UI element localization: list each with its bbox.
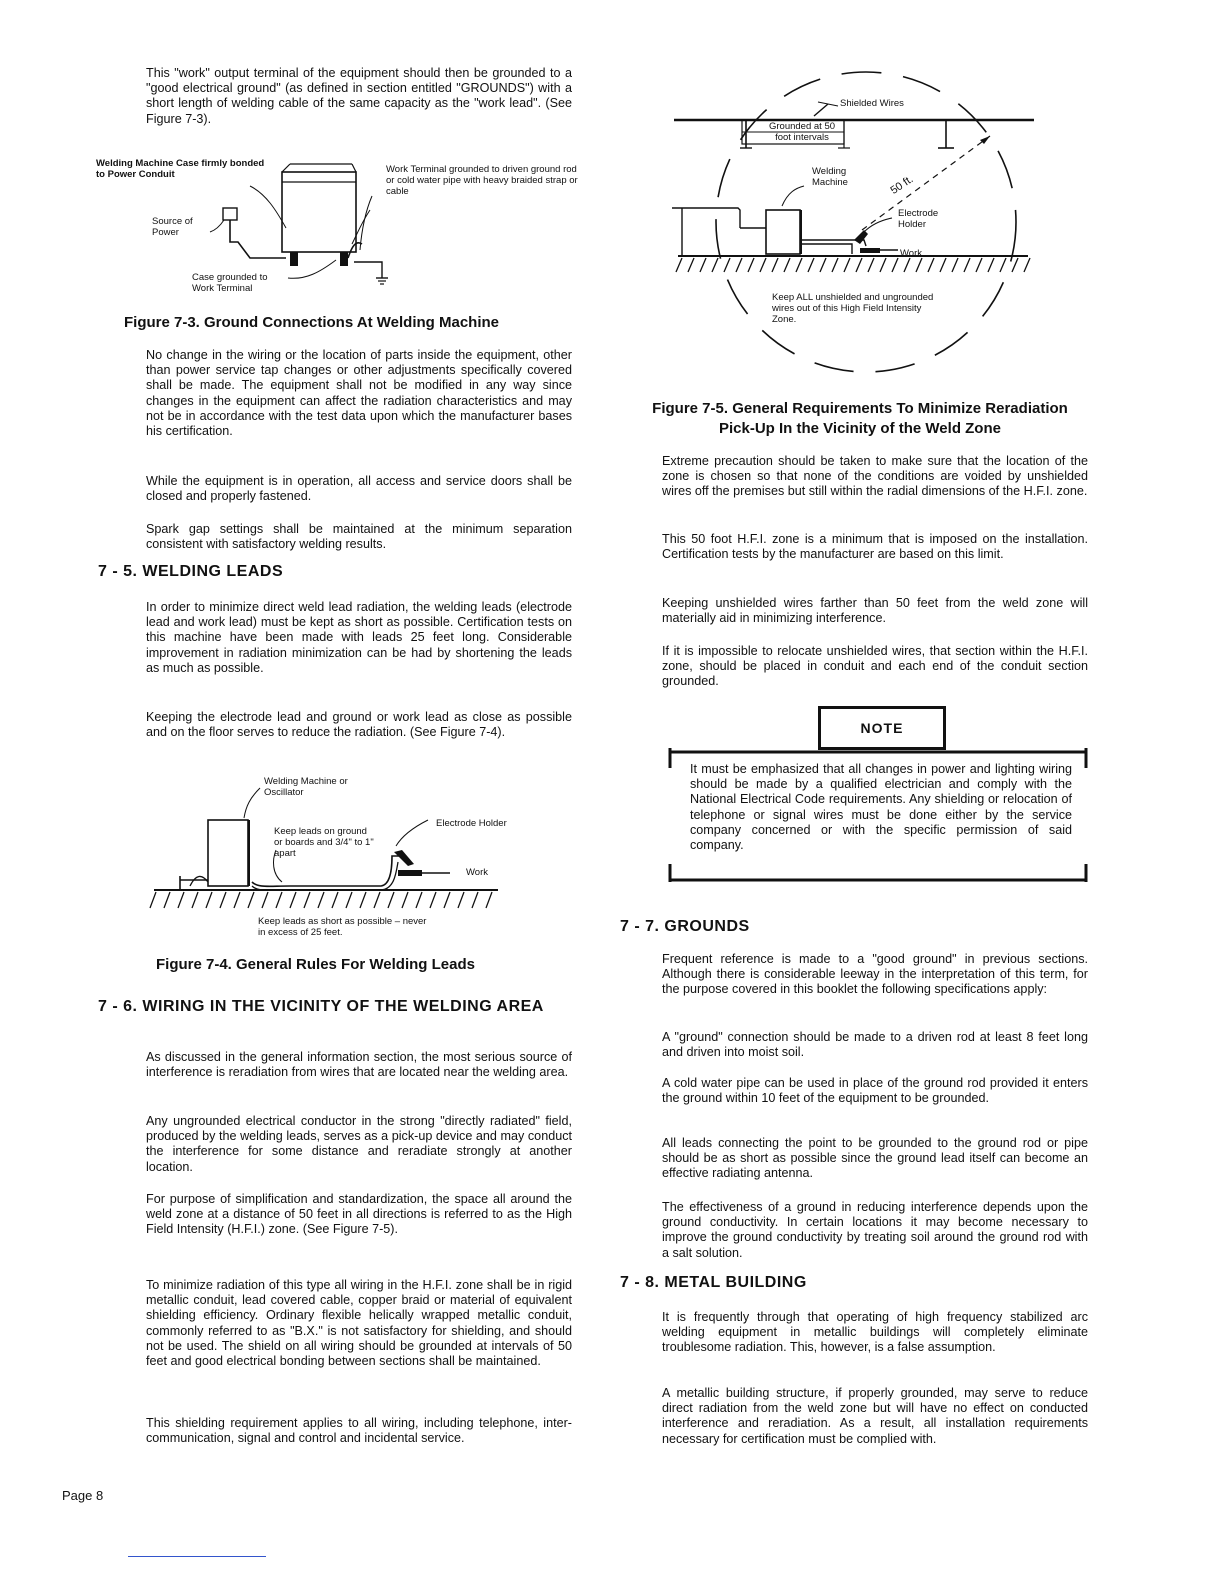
label-work-zone: Work	[900, 248, 922, 259]
label-keep-wires-out: Keep ALL unshielded and ungrounded wires out of this High Field Intensity Zone.	[772, 292, 934, 325]
label-source-of-power: Source of Power	[152, 216, 193, 238]
paragraph-spark-gap: Spark gap settings shall be maintained at the minimum separation consistent with satisfactory welding results.	[146, 522, 572, 552]
paragraph-welding-leads: In order to minimize direct weld lead radiation, the welding leads (electrode lead and work lead) must be kept as short as possible. Certification tests on this machine have been made with leads 25 feet long. Considerable improvement in radiation minimization can be had by shortening the leads as much as possible.	[146, 600, 572, 675]
label-welding-machine: Welding Machine or Oscillator	[264, 776, 348, 798]
paragraph-leads-short: All leads connecting the point to be grounded to the ground rod or pipe should be as short as possible since the ground lead itself can become an effective radiating antenna.	[662, 1136, 1088, 1181]
paragraph-metallic-structure: A metallic building structure, if properly grounded, may serve to reduce direct radiation from the weld zone but will have no effect on conducted interference and reradiation. As a result, all installation requirements necessary for certification must be complied with.	[662, 1386, 1088, 1446]
label-50ft: 50 ft.	[888, 173, 916, 197]
paragraph-ground-conductivity: The effectiveness of a ground in reducing interference depends upon the ground conductivity. In certain locations it may become necessary to improve the ground conductivity by treating soil around the ground rod with a salt solution.	[662, 1200, 1088, 1260]
figure-7-5-caption-line2: Pick-Up In the Vicinity of the Weld Zone	[719, 420, 1001, 437]
paragraph-reradiation: As discussed in the general information section, the most serious source of interference is reradiation from wires that are located near the welding area.	[146, 1050, 572, 1080]
paragraph-doors-closed: While the equipment is in operation, all access and service doors shall be closed and properly fastened.	[146, 474, 572, 504]
paragraph-keep-close: Keeping the electrode lead and ground or work lead as close as possible and on the floor serves to reduce the radiation. (See Figure 7-4).	[146, 710, 572, 740]
figure-7-5	[668, 60, 1048, 390]
heading-7-6: 7 - 6. WIRING IN THE VICINITY OF THE WELDING AREA	[98, 998, 544, 1015]
label-keep-on-ground: Keep leads on ground or boards and 3/4" to 1" apart	[274, 826, 374, 859]
figure-7-3	[90, 150, 590, 300]
label-welding-machine-zone: Welding Machine	[812, 166, 848, 188]
label-electrode-holder-zone: Electrode Holder	[898, 208, 939, 230]
note-box	[668, 748, 1088, 884]
hfi-zone-diagram	[668, 60, 1048, 390]
label-case-grounded: Case grounded to Work Terminal	[192, 272, 268, 294]
paragraph-good-ground: Frequent reference is made to a "good ground" in previous sections. Although there is considerable leeway in the interpretation of this term, for the purpose covered in this booklet the following specifications apply:	[662, 952, 1088, 997]
intro-paragraph: This "work" output terminal of the equipment should then be grounded to a "good electrical ground" (as defined in section entitled "GROUNDS") with a short length of welding cable of the same capacity as the "work lead". (See Figure 7-3).	[146, 66, 572, 126]
label-work-terminal: Work Terminal grounded to driven ground rod or cold water pipe with heavy braided strap or cable	[386, 164, 578, 197]
paragraph-extreme-precaution: Extreme precaution should be taken to make sure that the location of the zone is chosen so that none of the conditions are voided by unshielded wires off the premises but still within the radial dimensions of the H.F.I. zone.	[662, 454, 1088, 499]
paragraph-driven-rod: A "ground" connection should be made to a driven rod at least 8 feet long and driven into moist soil.	[662, 1030, 1088, 1060]
note-title: NOTE	[818, 706, 946, 750]
label-keep-short: Keep leads as short as possible – never in excess of 25 feet.	[258, 916, 427, 938]
note-text: It must be emphasized that all changes in power and lighting wiring should be made by a qualified electrician and comply with the National Electrical Code requirements. Any shielding or relocation of telephone or signal wires must be done either by the service company concerned or with the specific permission of said company.	[690, 762, 1072, 853]
paragraph-cold-water-pipe: A cold water pipe can be used in place of the ground rod provided it enters the ground within 10 feet of the equipment to be grounded.	[662, 1076, 1088, 1106]
figure-7-4	[140, 770, 560, 944]
label-grounded-intervals: Grounded at 50 foot intervals	[768, 121, 836, 143]
label-shielded-wires: Shielded Wires	[840, 98, 904, 109]
paragraph-hfi-zone: For purpose of simplification and standardization, the space all around the weld zone at a distance of 50 feet in all directions is referred to as the High Field Intensity (H.F.I.) zone. (See Figure 7-5).	[146, 1192, 572, 1237]
heading-7-8: 7 - 8. METAL BUILDING	[620, 1274, 807, 1291]
figure-7-3-caption: Figure 7-3. Ground Connections At Welding Machine	[124, 314, 500, 331]
paragraph-50-foot-zone: This 50 foot H.F.I. zone is a minimum that is imposed on the installation. Certification tests by the manufacturer are based on this limit.	[662, 532, 1088, 562]
paragraph-shielding-requirement: This shielding requirement applies to all wiring, including telephone, inter-communication, signal and control and incidental service.	[146, 1416, 572, 1446]
paragraph-keep-unshielded: Keeping unshielded wires farther than 50 feet from the weld zone will materially aid in minimizing interference.	[662, 596, 1088, 626]
label-case-bonded: Welding Machine Case firmly bonded to Power Conduit	[96, 158, 265, 180]
paragraph-no-change: No change in the wiring or the location of parts inside the equipment, other than power service tap changes or other adjustments specifically covered shall be made. The equipment shall not be modified in any way since changes in the equipment can affect the radiation characteristics and may not be in accordance with the test data upon which the manufacturer bases his certification.	[146, 348, 572, 439]
label-electrode-holder: Electrode Holder	[436, 818, 507, 829]
page-number: Page 8	[62, 1488, 104, 1503]
paragraph-relocate: If it is impossible to relocate unshielded wires, that section within the H.F.I. zone, should be placed in conduit and each end of the conduit section grounded.	[662, 644, 1088, 689]
figure-7-4-caption: Figure 7-4. General Rules For Welding Leads	[156, 956, 475, 973]
bottom-rule	[128, 1556, 266, 1557]
heading-7-5: 7 - 5. WELDING LEADS	[98, 563, 284, 580]
label-work: Work	[466, 867, 488, 878]
figure-7-5-caption-line1: Figure 7-5. General Requirements To Minimize Reradiation	[652, 400, 1068, 417]
paragraph-metallic-buildings: It is frequently through that operating of high frequency stabilized arc welding equipment in metallic buildings will completely eliminate troublesome radiation. This, however, is a false assumption.	[662, 1310, 1088, 1355]
paragraph-shielding: To minimize radiation of this type all wiring in the H.F.I. zone shall be in rigid metallic conduit, lead covered cable, copper braid or material of equivalent shielding efficiency. Ordinary flexible helically wrapped metallic conduit, commonly referred to as "B.X." is not satisfactory for shielding, and should not be used. The shield on all wiring should be grounded at intervals of 50 feet and good electrical bonding between sections shall be maintained.	[146, 1278, 572, 1369]
paragraph-ungrounded: Any ungrounded electrical conductor in the strong "directly radiated" field, produced by the welding leads, serves as a pick-up device and may conduct the interference for some distance and reradiate strongly at another location.	[146, 1114, 572, 1174]
heading-7-7: 7 - 7. GROUNDS	[620, 918, 750, 935]
